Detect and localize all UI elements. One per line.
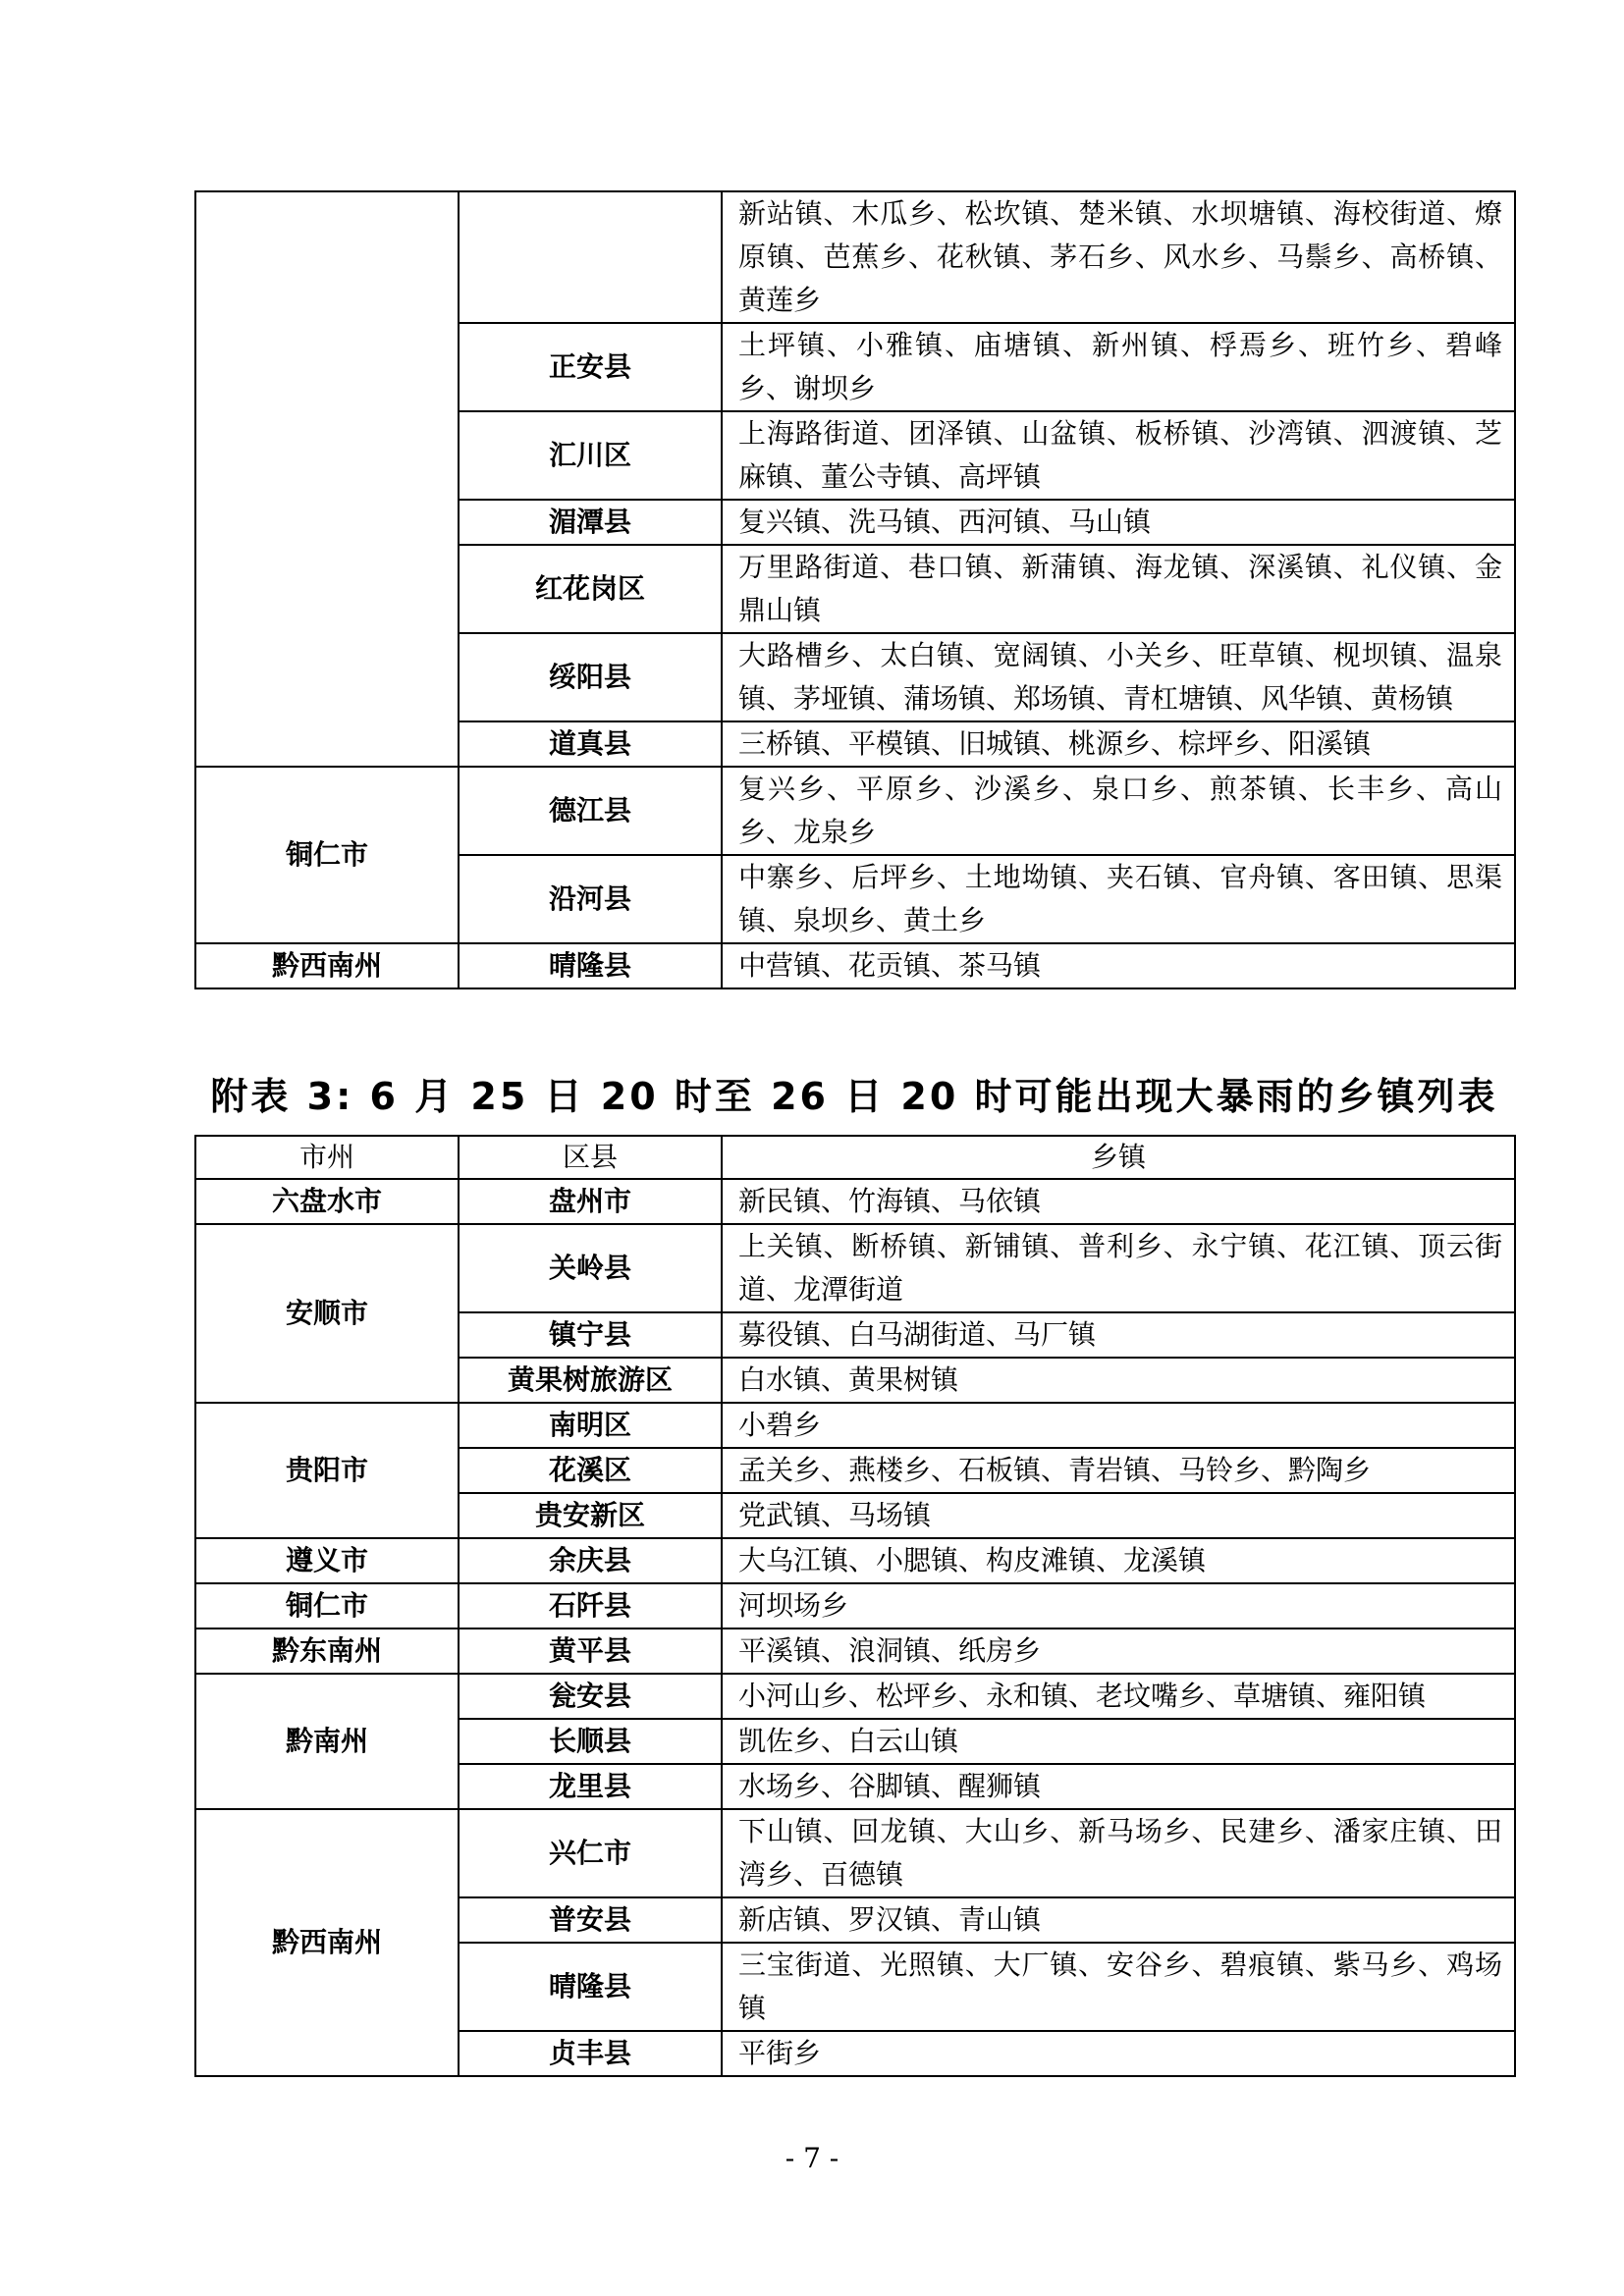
city-cell — [195, 191, 459, 767]
county-cell: 绥阳县 — [459, 633, 722, 721]
table-continued — [194, 190, 1516, 989]
towns-cell: 小河山乡、松坪乡、永和镇、老坟嘴乡、草塘镇、雍阳镇 — [722, 1674, 1515, 1719]
county-cell: 盘州市 — [459, 1179, 722, 1224]
county-cell: 德江县 — [459, 767, 722, 855]
county-cell: 长顺县 — [459, 1719, 722, 1764]
towns-cell: 水场乡、谷脚镇、醒狮镇 — [722, 1764, 1515, 1809]
towns-cell: 大路槽乡、太白镇、宽阔镇、小关乡、旺草镇、枧坝镇、温泉镇、茅垭镇、蒲场镇、郑场镇、青杠塘镇、风华镇、黄杨镇 — [722, 633, 1515, 721]
towns-cell: 三桥镇、平模镇、旧城镇、桃源乡、棕坪乡、阳溪镇 — [722, 721, 1515, 767]
city-cell: 黔西南州 — [195, 1809, 459, 2076]
towns-cell: 三宝街道、光照镇、大厂镇、安谷乡、碧痕镇、紫马乡、鸡场镇 — [722, 1943, 1515, 2031]
towns-cell: 上海路街道、团泽镇、山盆镇、板桥镇、沙湾镇、泗渡镇、芝麻镇、董公寺镇、高坪镇 — [722, 411, 1515, 500]
towns-cell: 下山镇、回龙镇、大山乡、新马场乡、民建乡、潘家庄镇、田湾乡、百德镇 — [722, 1809, 1515, 1897]
city-cell: 六盘水市 — [195, 1179, 459, 1224]
table-row — [195, 1809, 1515, 1897]
table-title: 附表 3: 6 月 25 日 20 时至 26 日 20 时可能出现大暴雨的乡镇列表 — [210, 1075, 1498, 1118]
county-cell: 晴隆县 — [459, 943, 722, 988]
table-row — [195, 1674, 1515, 1719]
city-cell: 黔西南州 — [195, 943, 459, 988]
towns-cell: 白水镇、黄果树镇 — [722, 1358, 1515, 1403]
towns-cell: 新民镇、竹海镇、马依镇 — [722, 1179, 1515, 1224]
city-cell: 安顺市 — [195, 1224, 459, 1403]
towns-cell: 新站镇、木瓜乡、松坎镇、楚米镇、水坝塘镇、海校街道、燎原镇、芭蕉乡、花秋镇、茅石乡、风水乡、马鬃乡、高桥镇、黄莲乡 — [722, 191, 1515, 323]
county-cell: 黄平县 — [459, 1629, 722, 1674]
city-cell: 铜仁市 — [195, 767, 459, 943]
table-row — [195, 1629, 1515, 1674]
header-county: 区县 — [459, 1136, 722, 1179]
county-cell: 沿河县 — [459, 855, 722, 943]
towns-cell: 党武镇、马场镇 — [722, 1493, 1515, 1538]
towns-cell: 大乌江镇、小腮镇、构皮滩镇、龙溪镇 — [722, 1538, 1515, 1583]
towns-cell: 复兴乡、平原乡、沙溪乡、泉口乡、煎茶镇、长丰乡、高山乡、龙泉乡 — [722, 767, 1515, 855]
county-cell — [459, 191, 722, 323]
towns-cell: 平街乡 — [722, 2031, 1515, 2076]
county-cell: 关岭县 — [459, 1224, 722, 1312]
header-city: 市州 — [195, 1136, 459, 1179]
towns-cell: 募役镇、白马湖街道、马厂镇 — [722, 1312, 1515, 1358]
towns-cell: 平溪镇、浪洞镇、纸房乡 — [722, 1629, 1515, 1674]
county-cell: 汇川区 — [459, 411, 722, 500]
table-row — [195, 767, 1515, 855]
city-cell: 遵义市 — [195, 1538, 459, 1583]
county-cell: 镇宁县 — [459, 1312, 722, 1358]
county-cell: 花溪区 — [459, 1448, 722, 1493]
county-cell: 贞丰县 — [459, 2031, 722, 2076]
city-cell: 黔南州 — [195, 1674, 459, 1809]
table-row — [195, 1583, 1515, 1629]
table-row — [195, 1224, 1515, 1312]
towns-cell: 河坝场乡 — [722, 1583, 1515, 1629]
county-cell: 兴仁市 — [459, 1809, 722, 1897]
city-cell: 黔东南州 — [195, 1629, 459, 1674]
towns-cell: 中营镇、花贡镇、茶马镇 — [722, 943, 1515, 988]
towns-cell: 万里路街道、巷口镇、新蒲镇、海龙镇、深溪镇、礼仪镇、金鼎山镇 — [722, 545, 1515, 633]
towns-cell: 小碧乡 — [722, 1403, 1515, 1448]
county-cell: 晴隆县 — [459, 1943, 722, 2031]
towns-cell: 中寨乡、后坪乡、土地坳镇、夹石镇、官舟镇、客田镇、思渠镇、泉坝乡、黄土乡 — [722, 855, 1515, 943]
county-cell: 贵安新区 — [459, 1493, 722, 1538]
towns-cell: 上关镇、断桥镇、新铺镇、普利乡、永宁镇、花江镇、顶云街道、龙潭街道 — [722, 1224, 1515, 1312]
county-cell: 道真县 — [459, 721, 722, 767]
county-cell: 石阡县 — [459, 1583, 722, 1629]
table-row — [195, 1538, 1515, 1583]
page-number: - 7 - — [785, 2142, 839, 2174]
county-cell: 瓮安县 — [459, 1674, 722, 1719]
towns-cell: 新店镇、罗汉镇、青山镇 — [722, 1897, 1515, 1943]
county-cell: 余庆县 — [459, 1538, 722, 1583]
towns-cell: 凯佐乡、白云山镇 — [722, 1719, 1515, 1764]
county-cell: 龙里县 — [459, 1764, 722, 1809]
county-cell: 普安县 — [459, 1897, 722, 1943]
county-cell: 湄潭县 — [459, 500, 722, 545]
table-row — [195, 1179, 1515, 1224]
city-cell: 铜仁市 — [195, 1583, 459, 1629]
county-cell: 黄果树旅游区 — [459, 1358, 722, 1403]
table-row — [195, 943, 1515, 988]
heavy-rainstorm-table — [194, 1135, 1516, 2077]
county-cell: 南明区 — [459, 1403, 722, 1448]
table-header-row — [195, 1136, 1515, 1179]
city-cell: 贵阳市 — [195, 1403, 459, 1538]
table-row — [195, 191, 1515, 323]
county-cell: 红花岗区 — [459, 545, 722, 633]
towns-cell: 复兴镇、洗马镇、西河镇、马山镇 — [722, 500, 1515, 545]
towns-cell: 土坪镇、小雅镇、庙塘镇、新州镇、桴焉乡、班竹乡、碧峰乡、谢坝乡 — [722, 323, 1515, 411]
towns-cell: 孟关乡、燕楼乡、石板镇、青岩镇、马铃乡、黔陶乡 — [722, 1448, 1515, 1493]
header-towns: 乡镇 — [722, 1136, 1515, 1179]
table-row — [195, 1403, 1515, 1448]
county-cell: 正安县 — [459, 323, 722, 411]
